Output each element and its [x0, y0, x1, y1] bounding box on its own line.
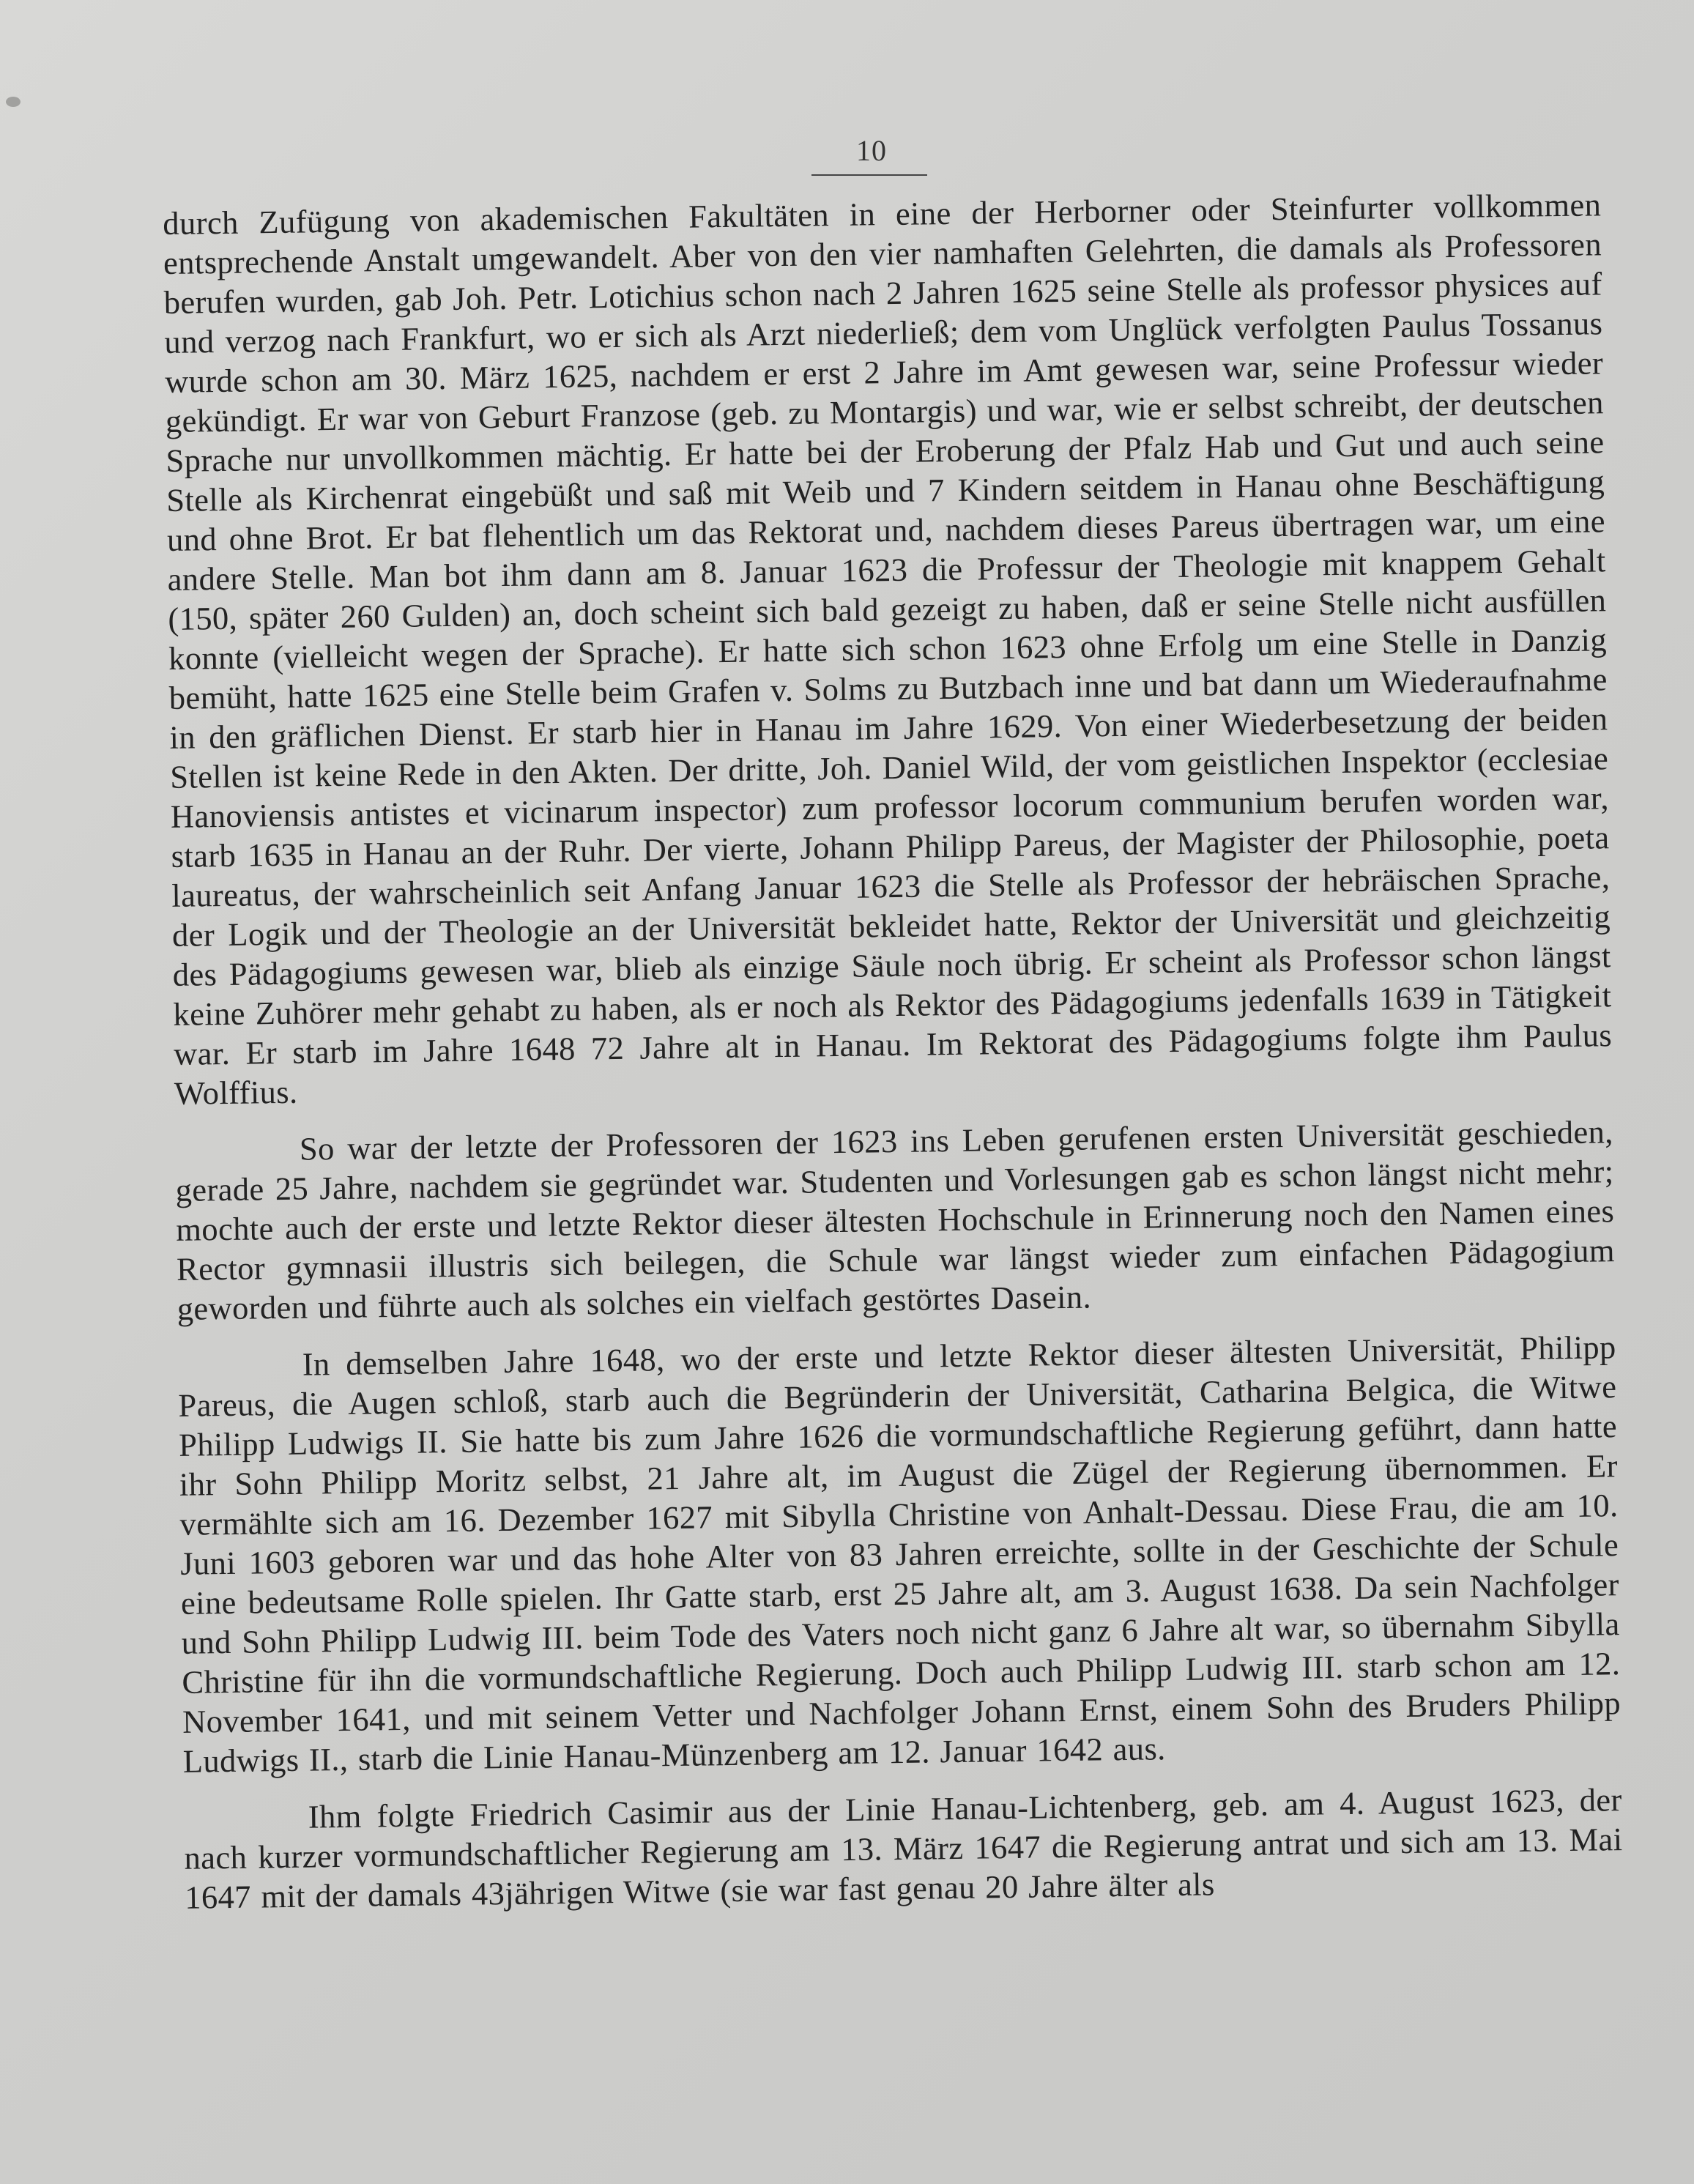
paragraph-3: In demselben Jahre 1648, wo der erste und letzte Rektor dieser ältesten Universität, Philipp Pareus, die Augen schloß, starb auch die Begründerin der Universität, Catharina Belgica, die Witwe Philipp Ludwigs II. Sie hatte bis zum Jahre 1626 die vormundschaftliche Regierung geführt, dann hatte ihr Sohn Philipp Moritz selbst, 21 Jahre alt, im August die Zügel der Regierung übernommen. Er vermählte sich am 16. Dezember 1627 mit Sibylla Christine von Anhalt-Dessau. Diese Frau, die am 10. Juni 1603 geboren war und das hohe Alter von 83 Jahren erreichte, sollte in der Geschichte der Schule eine bedeutsame Rolle spielen. Ihr Gatte starb, erst 25 Jahre alt, am 3. August 1638. Da sein Nachfolger und Sohn Philipp Ludwig III. beim Tode des Vaters noch nicht ganz 6 Jahre alt war, so übernahm Sibylla Christine für ihn die vormundschaftliche Regierung. Doch auch Philipp Ludwig III. starb schon am 12. November 1641, und mit seinem Vetter und Nachfolger Johann Ernst, einem Sohn des Bruders Philipp Ludwigs II., starb die Linie Hanau-Münzenberg am 12. Januar 1642 aus. — [178, 1329, 1621, 1780]
paragraph-4: Ihm folgte Friedrich Casimir aus der Linie Hanau-Lichtenberg, geb. am 4. August 1623, der nach kurzer vormundschaftlicher Regierung am 13. März 1647 die Regierung antrat und sich am 13. Mai 1647 mit der damals 43jährigen Witwe (sie war fast genau 20 Jahre älter als — [184, 1781, 1623, 1916]
paragraph-1: durch Zufügung von akademischen Fakultäten in eine der Herborner oder Steinfurter vollkommen entsprechende Anstalt umgewandelt. Aber von den vier namhaften Gelehrten, die damals als Professoren berufen wurden, gab Joh. Petr. Lotichius schon nach 2 Jahren 1625 seine Stelle als professor physices auf und verzog nach Frankfurt, wo er sich als Arzt niederließ; dem vom Unglück verfolgten Paulus Tossanus wurde schon am 30. März 1625, nachdem er erst 2 Jahre im Amt gewesen war, seine Professur wieder gekündigt. Er war von Geburt Franzose (geb. zu Montargis) und war, wie er selbst schreibt, der deutschen Sprache nur unvollkommen mächtig. Er hatte bei der Eroberung der Pfalz Hab und Gut und auch seine Stelle als Kirchenrat eingebüßt und saß mit Weib und 7 Kindern seitdem in Hanau ohne Beschäftigung und ohne Brot. Er bat flehentlich um das Rektorat und, nachdem dieses Pareus übertragen war, um eine andere Stelle. Man bot ihm dann am 8. Januar 1623 die Professur der Theologie mit knappem Gehalt (150, später 260 Gulden) an, doch scheint sich bald gezeigt zu haben, daß er seine Stelle nicht ausfüllen konnte (vielleicht wegen der Sprache). Er hatte sich schon 1623 ohne Erfolg um eine Stelle in Danzig bemüht, hatte 1625 eine Stelle beim Grafen v. Solms zu Butzbach inne und bat dann um Wiederaufnahme in den gräflichen Dienst. Er starb hier in Hanau im Jahre 1629. Von einer Wiederbesetzung der beiden Stellen ist keine Rede in den Akten. Der dritte, Joh. Daniel Wild, der vom geistlichen Inspektor (ecclesiae Hanoviensis antistes et vicinarum inspector) zum professor locorum communium berufen worden war, starb 1635 in Hanau an der Ruhr. Der vierte, Johann Philipp Pareus, der Magister der Philosophie, poeta laureatus, der wahrscheinlich seit Anfang Januar 1623 die Stelle als Professor der hebräischen Sprache, der Logik und der Theologie an der Universität bekleidet hatte, Rektor der Universität und gleichzeitig des Pädagogiums gewesen war, blieb als einzige Säule noch übrig. Er scheint als Professor schon längst keine Zuhörer mehr gehabt zu haben, als er noch als Rektor des Pädagogiums jedenfalls 1639 in Tätigkeit war. Er starb im Jahre 1648 72 Jahre alt in Hanau. Im Rektorat des Pädagogiums folgte ihm Paulus Wolffius. — [163, 186, 1613, 1112]
scan-speck — [6, 97, 21, 107]
page-number: 10 — [856, 134, 887, 167]
body-text — [163, 185, 1623, 1917]
page-number-rule — [811, 174, 927, 176]
paragraph-2: So war der letzte der Professoren der 1623 ins Leben gerufenen ersten Universität geschieden, gerade 25 Jahre, nachdem sie gegründet war. Studenten und Vorlesungen gab es schon längst nicht mehr; mochte auch der erste und letzte Rektor dieser ältesten Hochschule in Erinnerung noch den Namen eines Rector gymnasii illustris sich beilegen, die Schule war längst wieder zum einfachen Pädagogium geworden und führte auch als solches ein vielfach gestörtes Dasein. — [175, 1113, 1616, 1327]
